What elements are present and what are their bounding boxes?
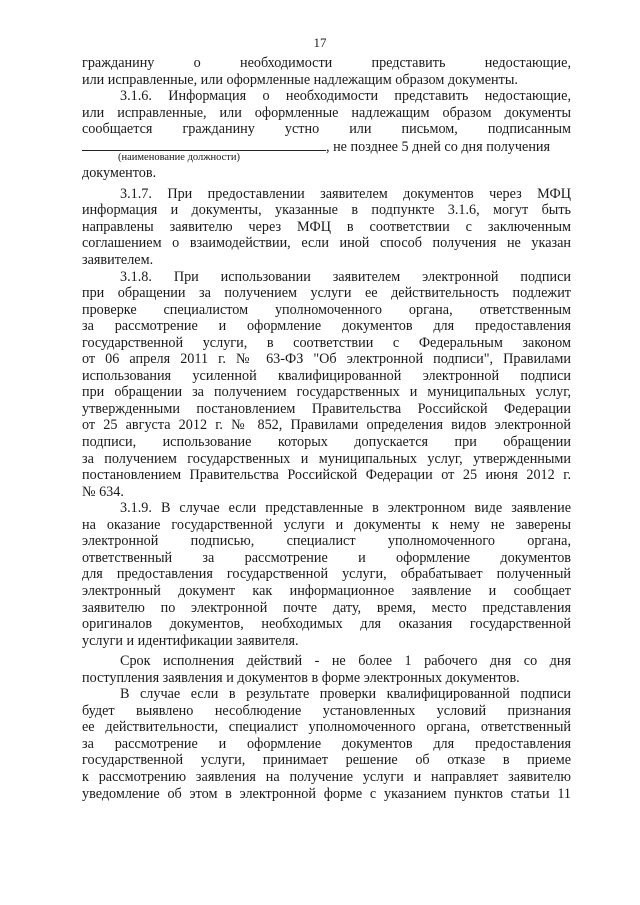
- text-line: № 634.: [82, 483, 124, 500]
- text-line: сообщается гражданину устно или письмом, подписанным: [82, 121, 571, 138]
- text-line: при обращении за получением государственных и муниципальных услуг,: [82, 384, 571, 401]
- text-line: за рассмотрение и оформление документов для предоставления: [82, 735, 571, 752]
- page-number: 17: [313, 35, 327, 50]
- text-line: или исправленные, или оформленные надлежащим образом документы: [82, 104, 571, 121]
- text-line: за получением государственных и муниципальных услуг, утвержденными: [82, 450, 571, 467]
- text-line: соглашением о взаимодействии, если иной способ получения не указан: [82, 235, 571, 252]
- paragraph-3-1-6-start: 3.1.6. Информация о необходимости представить недостающие,: [120, 88, 571, 105]
- text-line: будет выявлено несоблюдение установленных условий признания: [82, 702, 571, 719]
- paragraph-3-1-8-start: 3.1.8. При использовании заявителем электронной подписи: [120, 268, 571, 285]
- text-line: государственной услуги, в соответствии с Федеральным законом: [82, 334, 571, 351]
- text-line: утвержденными постановлением Правительства Российской Федерации: [82, 400, 571, 417]
- text-line: заявителю по электронной почте дату, время, место представления: [82, 599, 571, 616]
- text-line: услуги и идентификации заявителя.: [82, 632, 299, 649]
- text-line: информация и документы, указанные в подпункте 3.1.6, могут быть: [82, 202, 571, 219]
- text-line: электронный документ как информационное заявление и сообщает: [82, 582, 571, 599]
- verification-paragraph-start: В случае если в результате проверки квалифицированной подписи: [120, 686, 571, 703]
- text-line: использования усиленной квалифицированной электронной подписи: [82, 367, 571, 384]
- paragraph-3-1-7-start: 3.1.7. При предоставлении заявителем документов через МФЦ: [120, 185, 571, 202]
- text-line: уведомление об этом в электронной форме с указанием пунктов статьи 11: [82, 785, 571, 802]
- text-line: направлены заявителю через МФЦ в соответствии с заключенным: [82, 218, 571, 235]
- text-line: заявителем.: [82, 252, 154, 269]
- text-line: гражданину о необходимости представить недостающие,: [82, 55, 571, 71]
- text-line: к рассмотрению заявления на получение услуги и направляет заявителю: [82, 768, 571, 785]
- position-caption: (наименование должности): [118, 152, 241, 164]
- paragraph-3-1-9-start: 3.1.9. В случае если представленные в электронном виде заявление: [120, 500, 571, 517]
- text-line: за рассмотрение и оформление документов для предоставления: [82, 318, 571, 335]
- text-line: государственной услуги, принимает решение об отказе в приеме: [82, 752, 571, 769]
- text-line: на оказание государственной услуги и документы к нему не заверены: [82, 516, 571, 533]
- text-line: поступления заявления и документов в форме электронных документов.: [82, 669, 520, 686]
- text-line: от 25 августа 2012 г. № 852, Правилами определения видов электронной: [82, 417, 571, 434]
- text-line: при обращении за получением услуги ее действительность подлежит: [82, 285, 571, 302]
- text-line: документов.: [82, 165, 157, 182]
- text-line: оригиналов документов, необходимых для оказания государственной: [82, 616, 571, 633]
- text-line: постановлением Правительства Российской Федерации от 25 июня 2012 г.: [82, 467, 571, 484]
- position-blank-field: [82, 138, 326, 151]
- deadline-paragraph-start: Срок исполнения действий - не более 1 рабочего дня со дня: [120, 653, 571, 670]
- document-body: [82, 55, 571, 802]
- text-line: ее действительности, специалист уполномоченного органа, ответственный: [82, 719, 571, 736]
- text-line: для предоставления государственной услуги, обрабатывает полученный: [82, 566, 571, 583]
- text-line: подписи, использование которых допускается при обращении: [82, 434, 571, 451]
- text-line: электронной подписью, специалист уполномоченного органа,: [82, 533, 571, 550]
- text-line: ответственный за рассмотрение и оформление документов: [82, 549, 571, 566]
- text-line: или исправленные, или оформленные надлежащим образом документы.: [82, 71, 518, 88]
- text-fragment: , не позднее 5 дней со дня получения: [326, 138, 551, 155]
- text-line: проверке специалистом уполномоченного органа, ответственным: [82, 301, 571, 318]
- text-line: от 06 апреля 2011 г. № 63-ФЗ "Об электронной подписи", Правилами: [82, 351, 571, 368]
